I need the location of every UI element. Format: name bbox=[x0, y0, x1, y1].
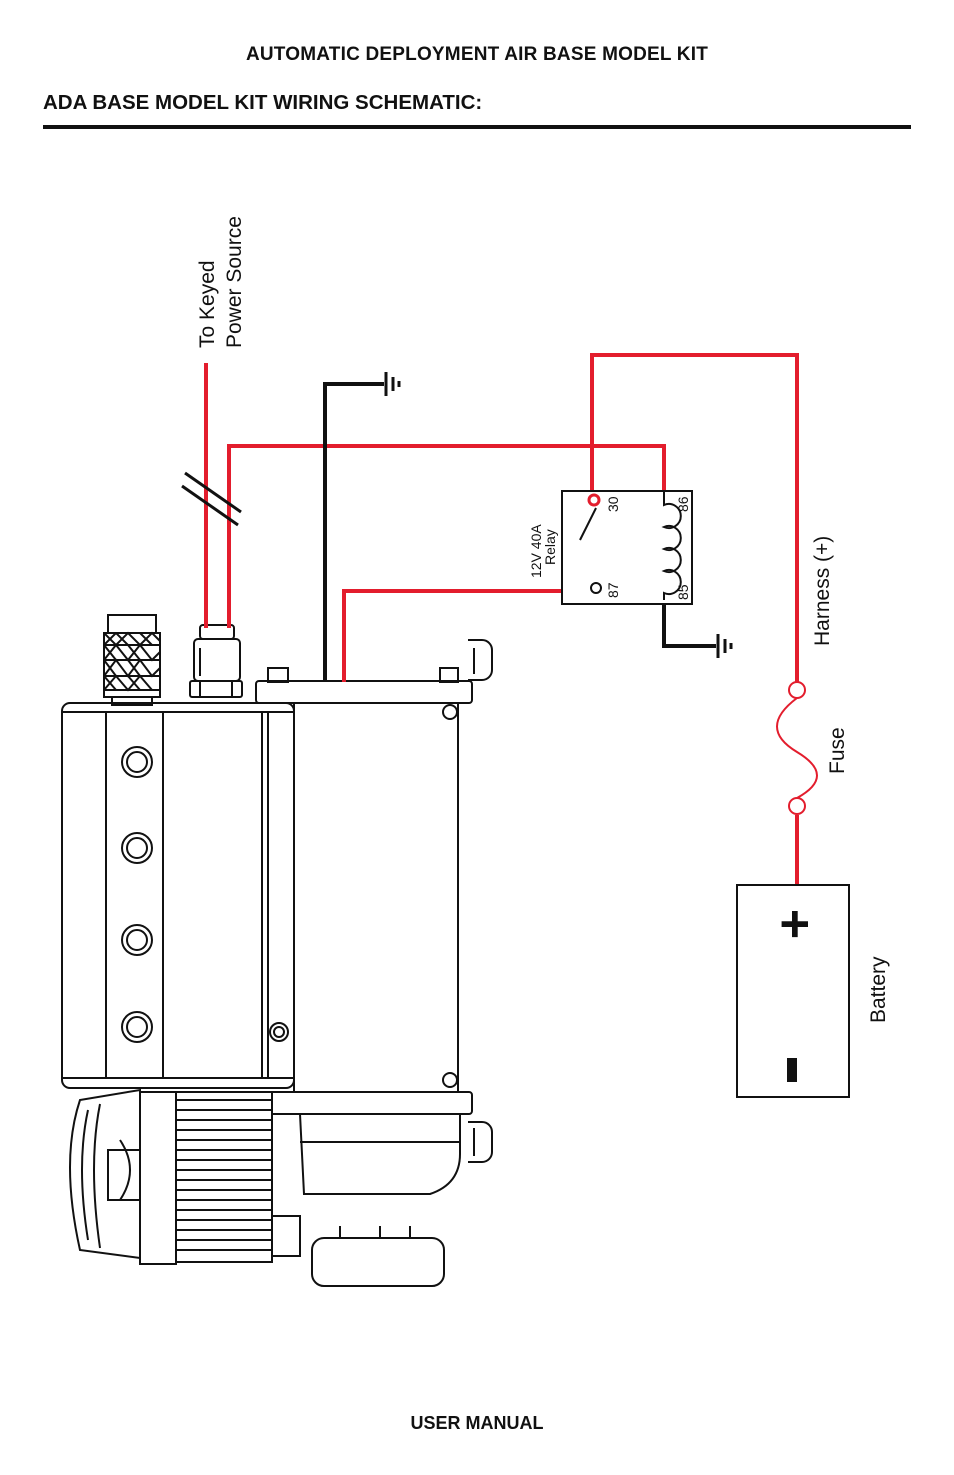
harness-label: Harness (+) bbox=[811, 535, 834, 646]
relay-pin-85: 85 bbox=[675, 584, 691, 600]
relay-pin-87: 87 bbox=[605, 582, 621, 598]
relay-pin-30: 30 bbox=[605, 496, 621, 512]
wire-relay-85-ground bbox=[664, 600, 716, 646]
fuse-icon bbox=[777, 682, 817, 814]
wire-break-mark bbox=[182, 473, 241, 525]
keyed-power-label-line1: To Keyed bbox=[196, 260, 219, 348]
relay-pin-86: 86 bbox=[675, 496, 691, 512]
relay-label: Relay bbox=[542, 529, 558, 565]
battery-plus-sign: + bbox=[766, 908, 824, 940]
battery-minus-sign bbox=[787, 1058, 797, 1082]
wire-relay-87 bbox=[344, 591, 596, 682]
keyed-power-label-line2: Power Source bbox=[223, 216, 246, 348]
compressor-body bbox=[62, 615, 492, 1286]
fuse-label: Fuse bbox=[826, 727, 849, 774]
battery-label: Battery bbox=[867, 956, 890, 1023]
relay bbox=[562, 491, 692, 604]
wire-compressor-ground bbox=[325, 384, 384, 682]
document-header: AUTOMATIC DEPLOYMENT AIR BASE MODEL KIT bbox=[245, 44, 709, 65]
ground-symbol-top bbox=[386, 372, 399, 396]
ground-symbol-relay bbox=[718, 634, 731, 658]
relay-rating-label: 12V 40A bbox=[528, 524, 544, 578]
document-footer: USER MANUAL bbox=[410, 1413, 544, 1433]
section-title: ADA BASE MODEL KIT WIRING SCHEMATIC: bbox=[43, 91, 483, 114]
